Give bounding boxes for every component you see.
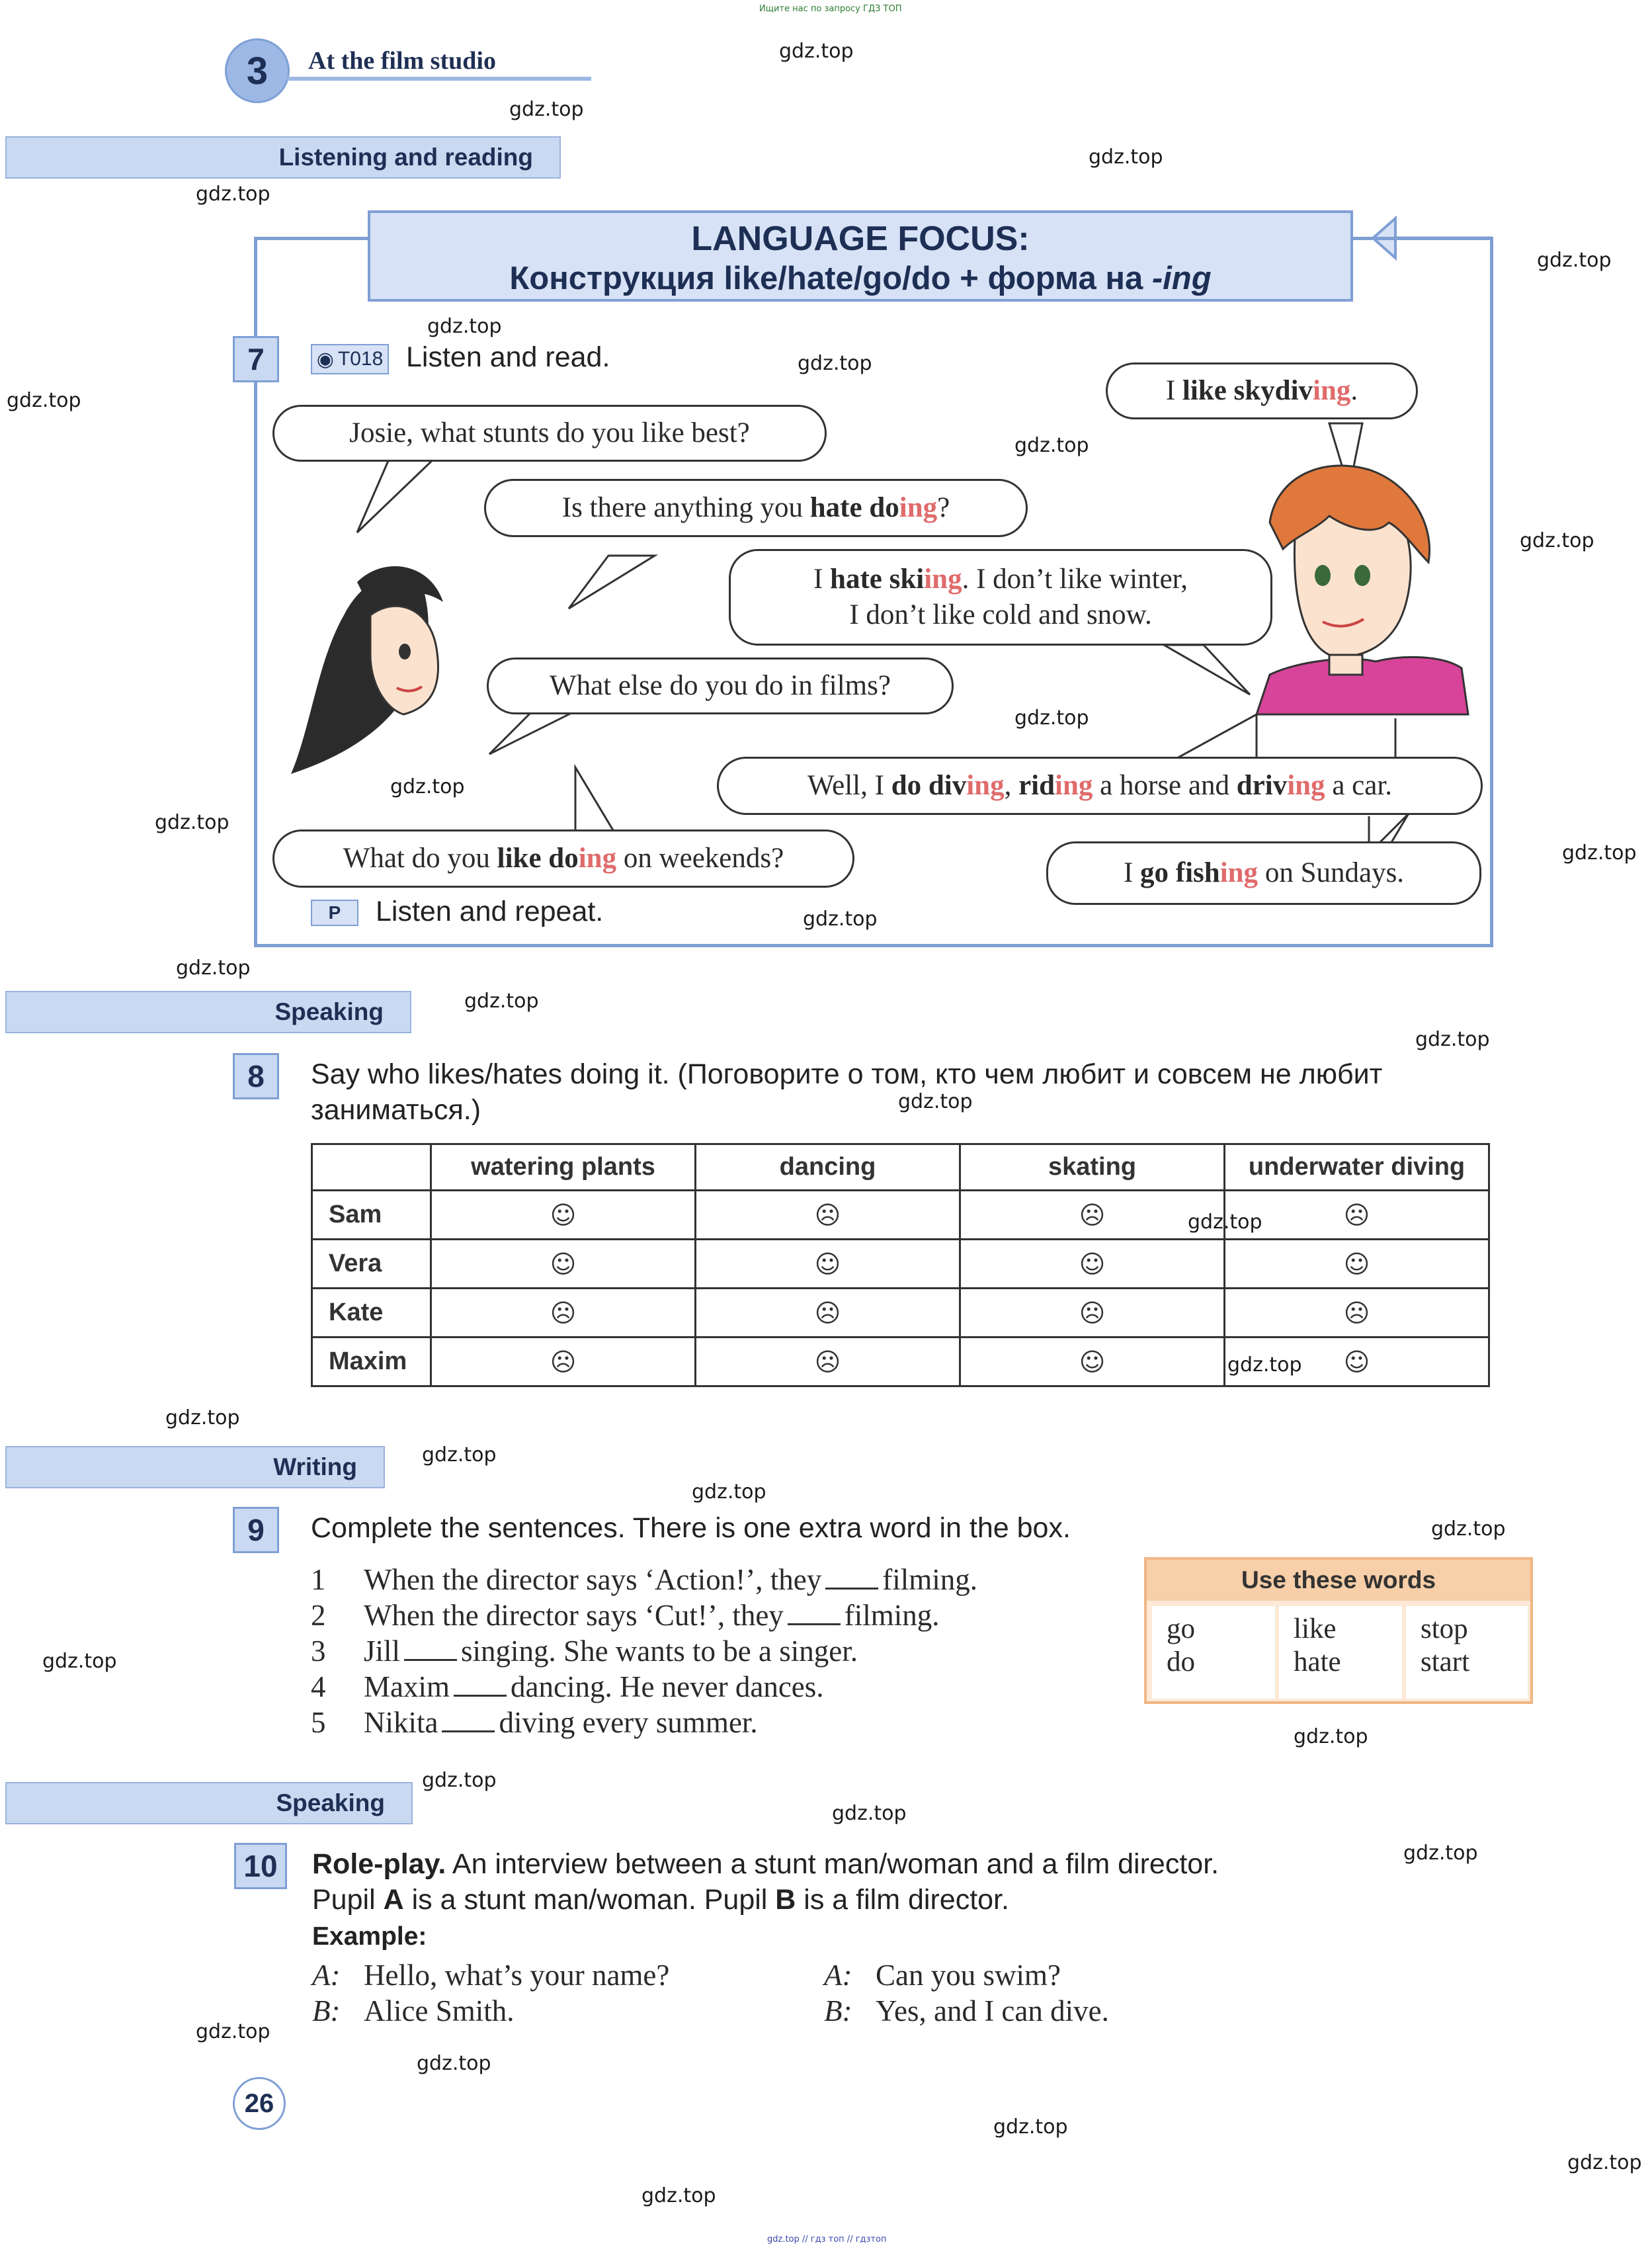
table-row [312,1338,1489,1386]
watermark: gdz.top [1431,1517,1506,1541]
section-tab-speaking-1: Speaking [5,991,411,1033]
face-icon: ☹ [431,1289,696,1338]
words-box-title: Use these words [1147,1560,1530,1601]
bubble-diving-riding-driving: Well, I do diving, riding a horse and driving a car. [717,757,1483,815]
watermark: gdz.top [832,1802,907,1825]
exercise-8-number: 8 [233,1053,279,1099]
watermark: gdz.top [803,908,878,931]
bubble-like-skydiving: I like skydiving. [1106,362,1418,419]
exercise-10-number: 10 [234,1843,287,1889]
watermark: gdz.top [7,389,81,412]
sentence-2: 2 When the director says ‘Cut!’, they filming. [311,1599,940,1632]
language-focus-subtitle: Конструкция like/hate/go/do + форма на -ing [509,261,1212,296]
unit-title: At the film studio [308,47,496,75]
answer-blank[interactable] [404,1652,457,1661]
face-icon: ☹ [431,1338,696,1386]
exercise-10-line2: Pupil A is a stunt man/woman. Pupil B is a film director. [312,1884,1009,1916]
face-icon: ☺ [431,1191,696,1240]
bubble-hate-skiing: I hate skiing. I don’t like winter, I don’t like cold and snow. [729,549,1272,646]
top-note: Ищите нас по запросу ГДЗ ТОП [759,4,902,14]
watermark: gdz.top [641,2184,716,2207]
likes-table [311,1143,1490,1387]
bubble-what-else: What else do you do in films? [487,658,954,714]
watermark: gdz.top [1537,249,1612,272]
face-icon: ☹ [960,1289,1225,1338]
face-icon: ☹ [696,1338,960,1386]
footer-note: gdz.top // гдз топ // гдзтоп [767,2234,887,2244]
table-header-cell: underwater diving [1225,1144,1489,1191]
watermark: gdz.top [1403,1842,1478,1865]
watermark: gdz.top [1014,434,1089,457]
audio-track-label: T018 [337,348,384,370]
language-focus-box [368,210,1353,302]
table-header-cell: watering plants [431,1144,696,1191]
table-header-cell: skating [960,1144,1225,1191]
sentence-5: 5 Nikita diving every summer. [311,1706,758,1739]
word-cell-2: like hate [1279,1606,1402,1699]
table-row [312,1289,1489,1338]
face-icon: ☹ [696,1191,960,1240]
watermark: gdz.top [42,1650,117,1673]
watermark: gdz.top [692,1480,766,1504]
section-tab-writing: Writing [5,1446,385,1488]
watermark: gdz.top [898,1090,973,1113]
pronunciation-tag: P [311,900,358,926]
watermark: gdz.top [155,811,229,834]
exercise-8-instruction-line2: заниматься.) [311,1094,481,1126]
watermark: gdz.top [196,183,270,206]
dialogue-line: A: Can you swim? [824,1959,1061,1992]
sentence-3: 3 Jill singing. She wants to be a singer. [311,1635,858,1668]
exercise-9-instruction: Complete the sentences. There is one extra word in the box. [311,1512,1071,1544]
watermark: gdz.top [1227,1353,1302,1377]
answer-blank[interactable] [442,1724,495,1732]
face-icon: ☹ [696,1289,960,1338]
watermark: gdz.top [779,40,854,63]
face-icon: ☹ [1225,1191,1489,1240]
face-icon: ☺ [696,1240,960,1289]
answer-blank[interactable] [825,1581,878,1590]
section-tab-listening: Listening and reading [5,136,561,179]
bubble-hate-doing: Is there anything you hate doing? [484,479,1028,537]
answer-blank[interactable] [454,1688,507,1697]
watermark: gdz.top [1562,841,1637,865]
sentence-4: 4 Maxim dancing. He never dances. [311,1670,824,1703]
language-focus-title: LANGUAGE FOCUS: [691,220,1030,258]
watermark: gdz.top [993,2115,1068,2139]
watermark: gdz.top [422,1769,497,1792]
exercise-7-instruction: Listen and read. [406,341,610,373]
face-icon: ☹ [960,1191,1225,1240]
table-header-cell: dancing [696,1144,960,1191]
answer-blank[interactable] [788,1617,841,1625]
row-name: Kate [312,1289,431,1338]
unit-number-badge: 3 [225,38,290,103]
face-icon: ☺ [1225,1338,1489,1386]
bubble-go-fishing: I go fishing on Sundays. [1046,841,1481,905]
watermark: gdz.top [417,2052,491,2075]
watermark: gdz.top [165,1406,240,1429]
watermark: gdz.top [464,990,539,1013]
face-icon: ☺ [431,1240,696,1289]
example-label: Example: [312,1922,427,1951]
table-row [312,1191,1489,1240]
watermark: gdz.top [1089,146,1163,169]
page-number: 26 [233,2077,286,2130]
watermark: gdz.top [1014,706,1089,730]
watermark: gdz.top [427,315,502,338]
watermark: gdz.top [176,956,251,980]
dialogue-line: B: Yes, and I can dive. [824,1994,1109,2027]
face-icon: ☺ [960,1338,1225,1386]
face-icon: ☹ [1225,1289,1489,1338]
listen-and-repeat-instruction: Listen and repeat. [376,896,604,927]
disc-icon: ◉ [316,348,334,370]
row-name: Sam [312,1191,431,1240]
row-name: Vera [312,1240,431,1289]
watermark: gdz.top [1188,1210,1262,1234]
watermark: gdz.top [1520,529,1594,552]
table-corner-cell [312,1144,431,1191]
section-tab-speaking-2: Speaking [5,1782,413,1824]
audio-track-tag[interactable] [311,344,389,374]
exercise-10-line1: Role-play. An interview between a stunt man/woman and a film director. [312,1848,1219,1880]
bubble-weekends: What do you like doing on weekends? [272,829,854,888]
face-icon: ☺ [1225,1240,1489,1289]
exercise-8-instruction-line1: Say who likes/hates doing it. (Поговорите о том, кто чем любит и совсем не любит [311,1058,1383,1090]
sentence-1: 1 When the director says ‘Action!’, they filming. [311,1563,977,1596]
table-header-row [312,1144,1489,1191]
table-row [312,1240,1489,1289]
word-cell-1: go do [1152,1606,1275,1699]
use-these-words-box [1144,1557,1533,1704]
watermark: gdz.top [798,352,872,375]
watermark: gdz.top [390,775,465,798]
bubble-josie-question: Josie, what stunts do you like best? [272,405,827,462]
row-name: Maxim [312,1338,431,1386]
watermark: gdz.top [509,98,584,121]
watermark: gdz.top [1294,1725,1368,1748]
word-cell-3: stop start [1406,1606,1528,1699]
exercise-9-number: 9 [233,1507,279,1553]
watermark: gdz.top [1415,1028,1490,1051]
dialogue-line: A: Hello, what’s your name? [312,1959,670,1992]
watermark: gdz.top [196,2020,270,2043]
face-icon: ☺ [960,1240,1225,1289]
dialogue-line: B: Alice Smith. [312,1994,515,2027]
watermark: gdz.top [422,1443,497,1466]
watermark: gdz.top [1567,2151,1642,2174]
exercise-7-number: 7 [233,336,279,382]
